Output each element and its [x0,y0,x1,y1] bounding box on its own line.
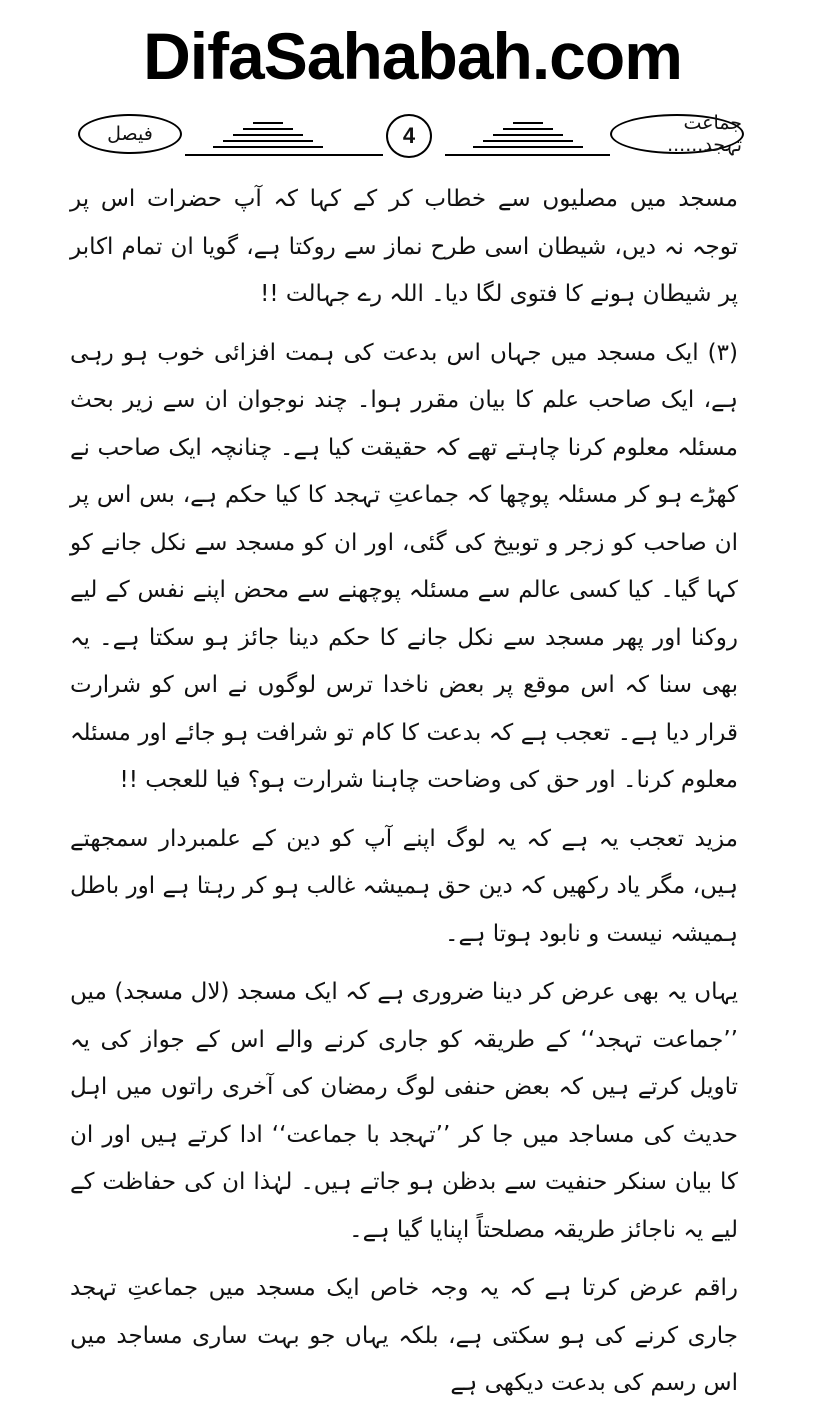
right-decorative-rule [445,108,615,168]
paragraph: (۳) ایک مسجد میں جہاں اس بدعت کی ہمت افزائی خوب ہو رہی ہے، ایک صاحب علم کا بیان مقرر ہوا۔ چند نوجوان ان سے زیر بحث مسئلہ معلوم کرنا چاہتے تھے کہ حقیقت کیا ہے۔ چنانچہ ایک صاحب نے کھڑے ہو کر مسئلہ پوچھا کہ جماعتِ تہجد کا کیا حکم ہے، بس اس پر ان صاحب کو زجر و توبیخ کی گئی، اور ان کو مسجد سے نکل جانے کو کہا گیا۔ کیا کسی عالم سے مسئلہ پوچھنے سے محض اپنے نفس کے لیے روکنا اور پھر مسجد سے نکل جانے کا حکم دینا جائز ہو سکتا ہے۔ یہ بھی سنا کہ اس موقع پر بعض ناخدا ترس لوگوں نے اس کو شرارت قرار دیا ہے۔ تعجب ہے کہ بدعت کا کام تو شرافت ہو جائے اور مسئلہ معلوم کرنا۔ اور حق کی وضاحت چاہنا شرارت ہو؟ فیا للعجب !! [70,339,738,793]
header-left-label: فیصل [78,114,182,154]
site-title: DifaSahabah.com [143,19,682,93]
paragraph: مزید تعجب یہ ہے کہ یہ لوگ اپنے آپ کو دین کے علمبردار سمجھتے ہیں، مگر یاد رکھیں کہ دین حق ہمیشہ غالب ہو کر رہتا ہے اور باطل ہمیشہ نیست و نابود ہوتا ہے۔ [70,825,738,947]
header-right-label: جماعت تہجد...... [610,114,744,154]
paragraph: مسجد میں مصلیوں سے خطاب کر کے کہا کہ آپ حضرات اس پر توجہ نہ دیں، شیطان اسی طرح نماز سے روکتا ہے، گویا ان تمام اکابر پر شیطان ہونے کا فتوی لگا دیا۔ اللہ رے جہالت !! [70,186,738,307]
page-number: 4 [386,114,432,158]
article-body [70,176,738,1419]
paragraph: راقم عرض کرتا ہے کہ یہ وجہ خاص ایک مسجد میں جماعتِ تہجد جاری کرنے کی ہو سکتی ہے، بلکہ یہاں جو بہت ساری مساجد میں اس رسم کی بدعت دیکھی ہے [70,1275,738,1396]
left-decorative-rule [185,108,385,168]
page-header [0,108,825,168]
paragraph: یہاں یہ بھی عرض کر دینا ضروری ہے کہ ایک مسجد (لال مسجد) میں ’’جماعت تہجد‘‘ کے طریقہ کو جاری کرنے والے اس کے جواز کی یہ تاویل کرتے ہیں کہ بعض حنفی لوگ رمضان کی آخری راتوں میں اہل حدیث کی مساجد میں جا کر ’’تہجد با جماعت‘‘ ادا کرتے ہیں اور ان کا بیان سنکر حنفیت سے بدظن ہو جاتے ہیں۔ لہٰذا ان کی حفاظت کے لیے یہ ناجائز طریقہ مصلحتاً اپنایا گیا ہے۔ [70,979,738,1243]
